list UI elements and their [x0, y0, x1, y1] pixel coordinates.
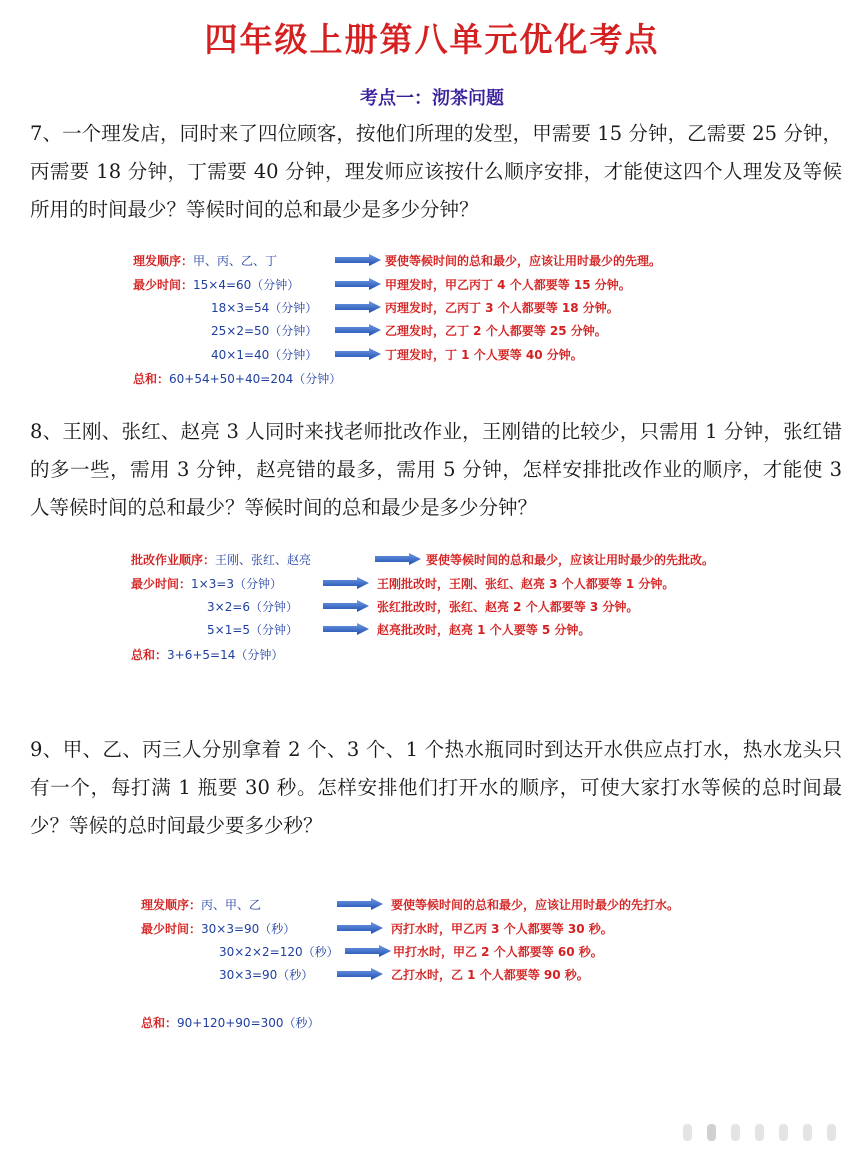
order-label: 理发顺序： [141, 898, 202, 912]
total-label: 总和： [133, 372, 170, 386]
right-arrow-icon [337, 922, 383, 934]
result-line: 丙打水时，甲乙丙 3 个人都要等 30 秒。 [391, 922, 613, 936]
page-indicator-tick[interactable] [731, 1124, 740, 1141]
right-arrow-icon [335, 278, 381, 290]
right-arrow-icon [337, 898, 383, 910]
result-line: 要使等候时间的总和最少，应该让用时最少的先理。 [385, 254, 662, 268]
calc-line: 15×4=60（分钟） [193, 278, 300, 292]
result-line: 要使等候时间的总和最少，应该让用时最少的先批改。 [426, 553, 715, 567]
total-value: 60+54+50+40=204（分钟） [169, 372, 342, 386]
calc-line: 3×2=6（分钟） [207, 600, 299, 614]
right-arrow-icon [375, 553, 421, 565]
right-arrow-icon [323, 577, 369, 589]
result-line: 张红批改时，张红、赵亮 2 个人都要等 3 分钟。 [377, 600, 639, 614]
page-indicator[interactable] [683, 1124, 843, 1144]
page-indicator-tick[interactable] [707, 1124, 716, 1141]
calc-line: 30×3=90（秒） [219, 968, 314, 982]
order-value: 甲、丙、乙、丁 [193, 254, 278, 268]
result-line: 丙理发时，乙丙丁 3 个人都要等 18 分钟。 [385, 301, 619, 315]
right-arrow-icon [335, 301, 381, 313]
calc-line: 1×3=3（分钟） [191, 577, 283, 591]
total-value: 90+120+90=300（秒） [177, 1016, 320, 1030]
order-value: 王刚、张红、赵亮 [215, 553, 312, 567]
right-arrow-icon [337, 968, 383, 980]
result-line: 王刚批改时，王刚、张红、赵亮 3 个人都要等 1 分钟。 [377, 577, 675, 591]
right-arrow-icon [323, 623, 369, 635]
min-time-label: 最少时间： [141, 922, 202, 936]
result-line: 丁理发时，丁 1 个人要等 40 分钟。 [385, 348, 583, 362]
order-label: 理发顺序： [133, 254, 194, 268]
result-line: 乙打水时，乙 1 个人都要等 90 秒。 [391, 968, 589, 982]
page-title: 四年级上册第八单元优化考点 [204, 20, 660, 59]
min-time-label: 最少时间： [131, 577, 192, 591]
page-indicator-tick[interactable] [755, 1124, 764, 1141]
total-value: 3+6+5=14（分钟） [167, 648, 284, 662]
calc-line: 30×3=90（秒） [201, 922, 296, 936]
calc-line: 5×1=5（分钟） [207, 623, 299, 637]
page-indicator-tick[interactable] [683, 1124, 692, 1141]
section-subtitle: 考点一：沏茶问题 [360, 88, 504, 109]
total-label: 总和： [131, 648, 168, 662]
question-9: 9、甲、乙、丙三人分别拿着 2 个、3 个、1 个热水瓶同时到达开水供应点打水，热水龙头只有一个，每打满 1 瓶要 30 秒。怎样安排他们打开水的顺序，可使大家打水等候的总时间最少？等候的总时间最少要多少秒？ [30, 738, 842, 837]
result-line: 要使等候时间的总和最少，应该让用时最少的先打水。 [391, 898, 680, 912]
right-arrow-icon [335, 348, 381, 360]
calc-line: 30×2×2=120（秒） [219, 945, 339, 959]
page-indicator-tick[interactable] [803, 1124, 812, 1141]
order-label: 批改作业顺序： [131, 553, 216, 567]
result-line: 甲理发时，甲乙丙丁 4 个人都要等 15 分钟。 [385, 278, 631, 292]
result-line: 乙理发时，乙丁 2 个人都要等 25 分钟。 [385, 324, 607, 338]
question-8: 8、王刚、张红、赵亮 3 人同时来找老师批改作业，王刚错的比较少，只需用 1 分钟，张红错的多一些，需用 3 分钟，赵亮错的最多，需用 5 分钟，怎样安排批改作业的顺序，才能使 3 人等候时间的总和最少？等候时间的总和最少是多少分钟？ [30, 420, 842, 519]
right-arrow-icon [345, 945, 391, 957]
right-arrow-icon [323, 600, 369, 612]
result-line: 赵亮批改时，赵亮 1 个人要等 5 分钟。 [377, 623, 591, 637]
right-arrow-icon [335, 324, 381, 336]
calc-line: 25×2=50（分钟） [211, 324, 318, 338]
right-arrow-icon [335, 254, 381, 266]
total-label: 总和： [141, 1016, 178, 1030]
result-line: 甲打水时，甲乙 2 个人都要等 60 秒。 [393, 945, 603, 959]
page-indicator-tick[interactable] [827, 1124, 836, 1141]
min-time-label: 最少时间： [133, 278, 194, 292]
page-indicator-tick[interactable] [779, 1124, 788, 1141]
calc-line: 40×1=40（分钟） [211, 348, 318, 362]
calc-line: 18×3=54（分钟） [211, 301, 318, 315]
order-value: 丙、甲、乙 [201, 898, 262, 912]
question-7: 7、一个理发店，同时来了四位顾客，按他们所理的发型，甲需要 15 分钟，乙需要 25 分钟，丙需要 18 分钟，丁需要 40 分钟，理发师应该按什么顺序安排，才能使这四个人理发及等候所用的时间最少？等候时间的总和最少是多少分钟？ [30, 122, 842, 221]
